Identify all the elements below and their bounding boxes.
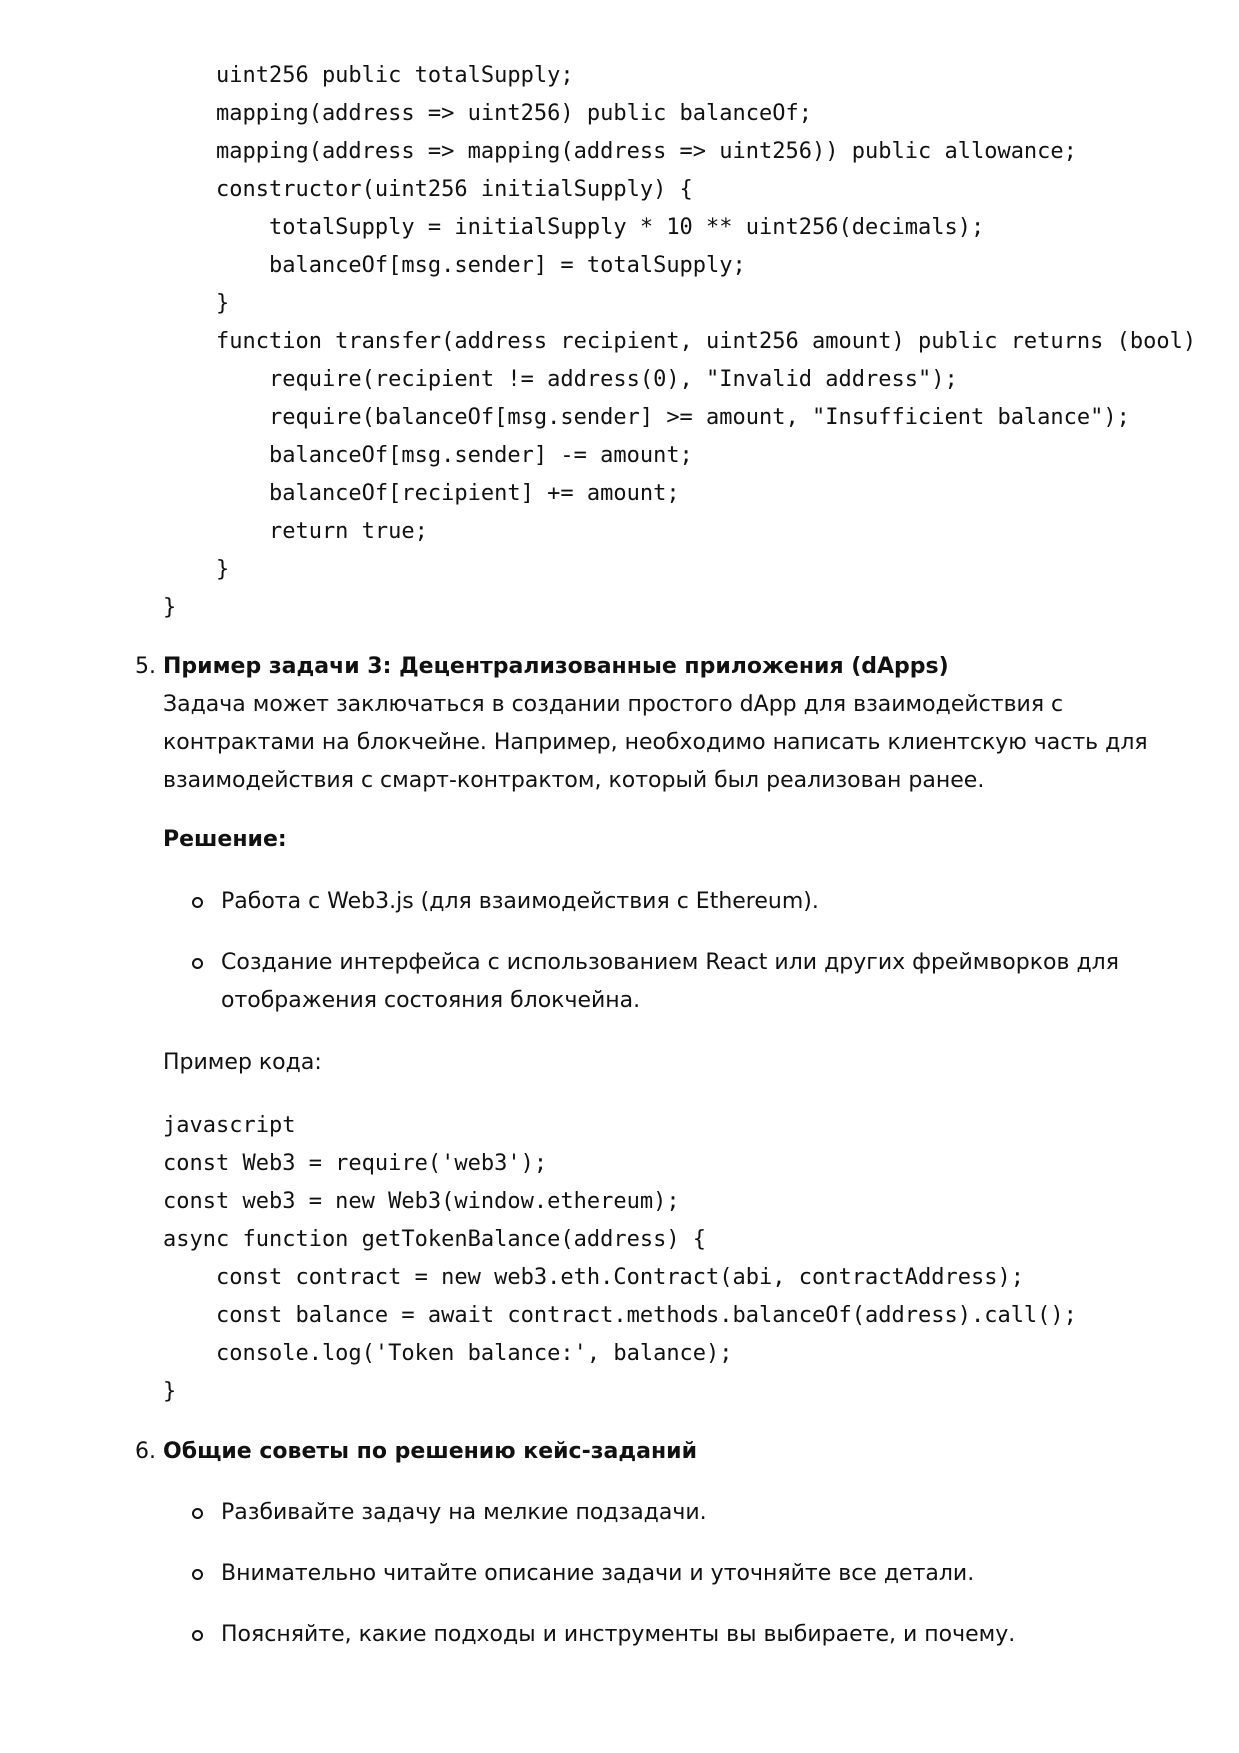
code-line: balanceOf[msg.sender] = totalSupply;: [163, 253, 746, 278]
list-item-line: отображения состояния блокчейна.: [221, 988, 641, 1013]
paragraph-line: контрактами на блокчейне. Например, необходимо написать клиентскую часть для: [163, 730, 1148, 755]
list-item-line: Разбивайте задачу на мелкие подзадачи.: [221, 1500, 707, 1525]
code-line: return true;: [163, 519, 428, 544]
list-item-text: [221, 1555, 974, 1593]
code-line: require(balanceOf[msg.sender] >= amount, "Insufficient balance");: [163, 405, 1130, 430]
code-line: }: [163, 1379, 177, 1404]
bullet-circle-icon: [192, 1630, 203, 1641]
list-item-line: Создание интерфейса с использованием React или других фреймворков для: [221, 950, 1119, 975]
section-6-number: 6.: [135, 1439, 156, 1464]
code-line: const contract = new web3.eth.Contract(abi, contractAddress);: [163, 1265, 1024, 1290]
code-line: }: [163, 291, 230, 316]
list-item-line: Внимательно читайте описание задачи и уточняйте все детали.: [221, 1561, 975, 1586]
paragraph-line: взаимодействия с смарт-контрактом, который был реализован ранее.: [163, 768, 985, 793]
code-line: uint256 public totalSupply;: [163, 63, 574, 88]
list-item-line: Работа с Web3.js (для взаимодействия с Ethereum).: [221, 889, 819, 914]
bullet-circle-icon: [192, 897, 203, 908]
list-item-text: [221, 1494, 707, 1532]
code-line: totalSupply = initialSupply * 10 ** uint256(decimals);: [163, 215, 985, 240]
code-line: }: [163, 557, 230, 582]
code-block-solidity: [163, 57, 1196, 627]
code-line: mapping(address => uint256) public balanceOf;: [163, 101, 813, 126]
code-line: console.log('Token balance:', balance);: [163, 1341, 733, 1366]
section-5-paragraph: [163, 686, 1148, 800]
code-line: constructor(uint256 initialSupply) {: [163, 177, 693, 202]
solution-label: Решение:: [163, 827, 287, 852]
bullet-circle-icon: [192, 958, 203, 969]
section-5-number: 5.: [135, 654, 156, 679]
code-line: balanceOf[msg.sender] -= amount;: [163, 443, 693, 468]
bullet-circle-icon: [192, 1569, 203, 1580]
code-line: require(recipient != address(0), "Invalid address");: [163, 367, 958, 392]
code-block-javascript: [163, 1107, 1077, 1411]
section-6-title: Общие советы по решению кейс-заданий: [163, 1439, 697, 1464]
bullet-circle-icon: [192, 1508, 203, 1519]
list-item-text: [221, 1616, 1015, 1654]
code-line: javascript: [163, 1113, 296, 1138]
code-line: balanceOf[recipient] += amount;: [163, 481, 680, 506]
code-line: function transfer(address recipient, uint256 amount) public returns (bool): [163, 329, 1197, 354]
section-5-title: Пример задачи 3: Децентрализованные приложения (dApps): [163, 654, 949, 679]
paragraph-line: Задача может заключаться в создании простого dApp для взаимодействия с: [163, 692, 1064, 717]
list-item-text: [221, 883, 819, 921]
code-line: const balance = await contract.methods.balanceOf(address).call();: [163, 1303, 1077, 1328]
code-line: mapping(address => mapping(address => uint256)) public allowance;: [163, 139, 1077, 164]
code-line: async function getTokenBalance(address) {: [163, 1227, 707, 1252]
code-line: const Web3 = require('web3');: [163, 1151, 548, 1176]
list-item-text: [221, 944, 1119, 1020]
code-example-label: Пример кода:: [163, 1050, 322, 1075]
list-item-line: Поясняйте, какие подходы и инструменты вы выбираете, и почему.: [221, 1622, 1016, 1647]
code-line: const web3 = new Web3(window.ethereum);: [163, 1189, 680, 1214]
code-line: }: [163, 595, 177, 620]
